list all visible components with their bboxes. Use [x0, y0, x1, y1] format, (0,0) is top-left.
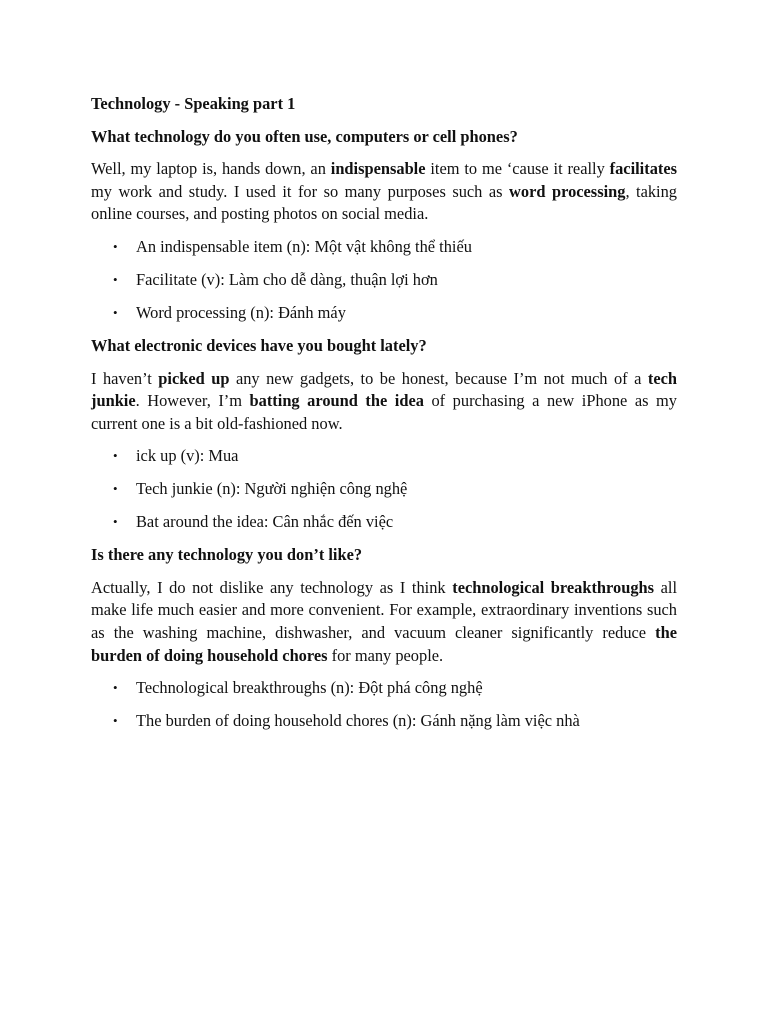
key-phrase: tech junkie	[91, 368, 677, 411]
key-phrase: technological breakthroughs	[452, 577, 655, 597]
question-heading: Is there any technology you don’t like?	[91, 545, 363, 565]
vocabulary-list	[91, 236, 677, 325]
answer-text: my work and study. I used it for so many purposes such as	[91, 181, 510, 201]
answer-text: , taking online courses, and posting photos on social media.	[91, 181, 678, 224]
vocabulary-item: • Facilitate (v): Làm cho dễ dàng, thuận lợi hơn	[91, 269, 677, 292]
answer-text: of purchasing a new iPhone as my current one is a bit old-fashioned now.	[91, 391, 677, 433]
key-phrase: indispensable	[330, 159, 426, 179]
vocabulary-item: • Tech junkie (n): Người nghiện công nghệ	[91, 478, 677, 501]
vocabulary-list	[91, 445, 677, 534]
answer-text: for many people.	[327, 645, 444, 665]
question-heading: What electronic devices have you bought lately?	[91, 335, 427, 355]
vocabulary-item: • The burden of doing household chores (n): Gánh nặng làm việc nhà	[91, 710, 677, 733]
answer-text: any new gadgets, to be honest, because I’m not much of a	[229, 368, 648, 388]
vocabulary-list	[91, 677, 677, 733]
key-phrase: the burden of doing household chores	[91, 623, 677, 665]
question-heading: What technology do you often use, computers or cell phones?	[91, 126, 518, 146]
qa-section	[91, 335, 677, 534]
key-phrase: batting around the idea	[249, 391, 424, 411]
answer-paragraph	[91, 368, 677, 436]
key-phrase: facilitates	[609, 159, 677, 179]
key-phrase: picked up	[158, 368, 230, 388]
answer-text: Actually, I do not dislike any technology as I think	[91, 577, 453, 597]
vocabulary-item: • Bat around the idea: Cân nhắc đến việc	[91, 511, 677, 534]
answer-text: . However, I’m	[135, 391, 250, 411]
qa-section	[91, 544, 677, 733]
answer-text: all make life much easier and more convenient. For example, extraordinary inventions such as the washing machine, dishwasher, and vacuum cleaner significantly reduce	[91, 577, 678, 643]
vocabulary-item: • Word processing (n): Đánh máy	[91, 302, 677, 325]
answer-paragraph	[91, 577, 677, 667]
document-title: Technology - Speaking part 1	[91, 94, 296, 113]
answer-text: Well, my laptop is, hands down, an	[91, 159, 331, 179]
answer-text: I haven’t	[91, 368, 159, 388]
vocabulary-item: • ick up (v): Mua	[91, 445, 677, 468]
key-phrase: word processing	[509, 181, 626, 201]
answer-paragraph	[91, 158, 677, 226]
qa-section	[91, 126, 677, 325]
answer-text: item to me ‘cause it really	[425, 159, 610, 179]
vocabulary-item: • Technological breakthroughs (n): Đột phá công nghệ	[91, 677, 677, 700]
vocabulary-item: • An indispensable item (n): Một vật không thể thiếu	[91, 236, 677, 259]
